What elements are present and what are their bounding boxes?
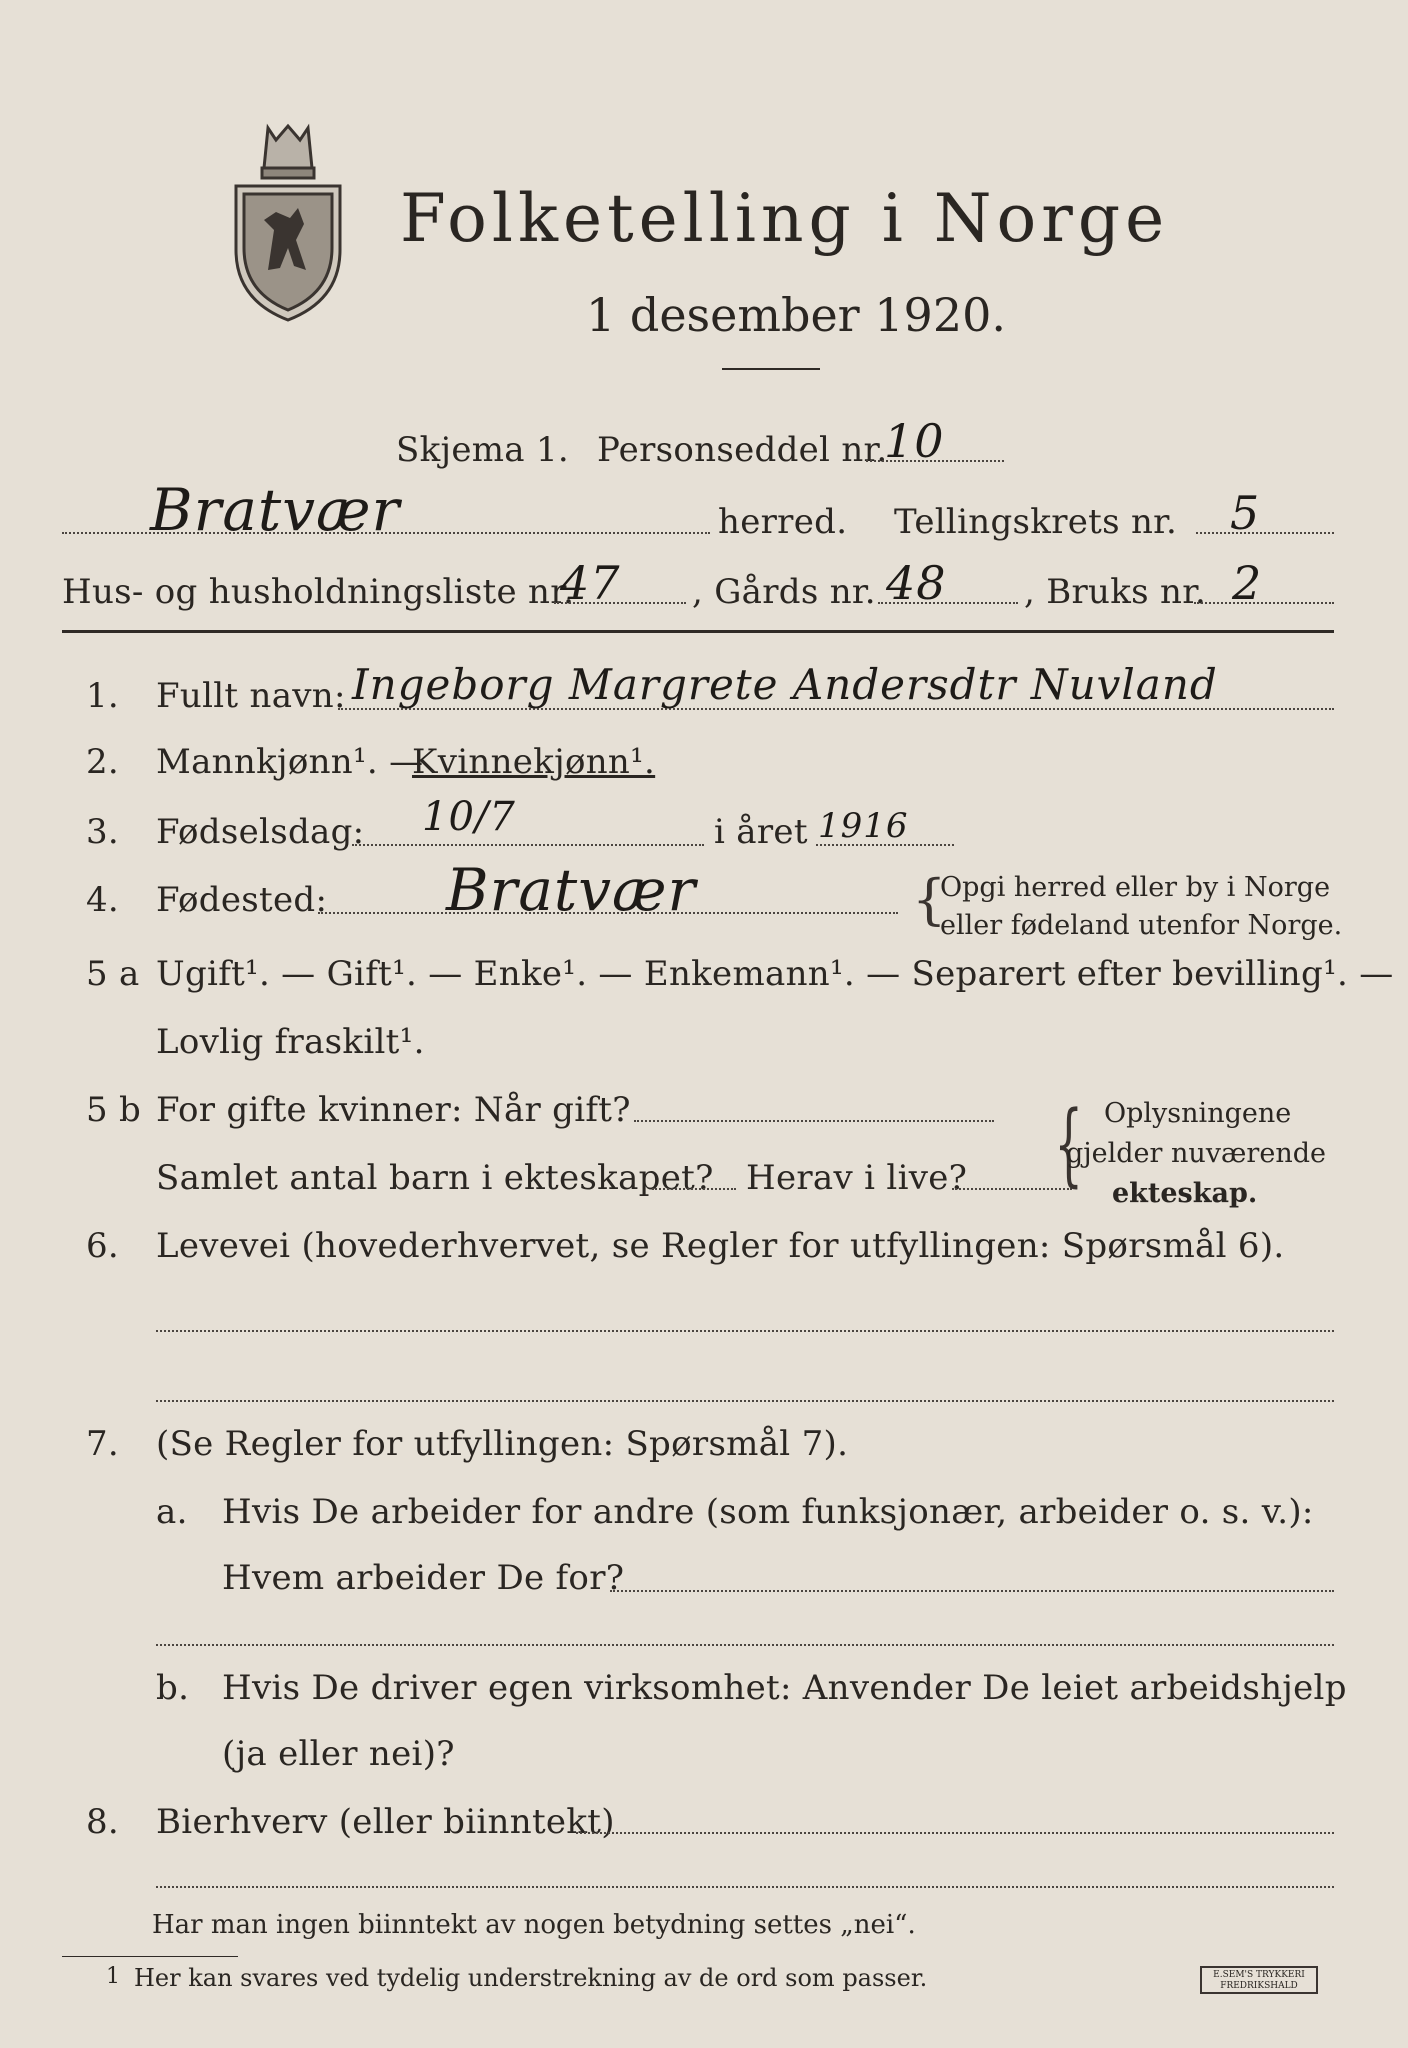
q5b-note-line1: Oplysningene <box>1104 1098 1292 1129</box>
q6-number: 6. <box>86 1226 120 1266</box>
q5b-brace: { <box>1054 1092 1083 1197</box>
krets-label: Tellingskrets nr. <box>894 502 1178 542</box>
q4-value: Bratvær <box>446 856 697 924</box>
q7-text: (Se Regler for utfyllingen: Spørsmål 7). <box>156 1424 849 1464</box>
q4-label: Fødested: <box>156 880 328 920</box>
q4-number: 4. <box>86 880 120 920</box>
coat-of-arms-icon <box>228 120 348 325</box>
q5b-children-label: Samlet antal barn i ekteskapet? <box>156 1158 714 1198</box>
printer-stamp <box>1200 1966 1318 1994</box>
herred-value: Bratvær <box>150 476 401 544</box>
form-title: Folketelling i Norge <box>400 180 1170 257</box>
q8-line <box>576 1832 1334 1834</box>
q6-line2 <box>156 1400 1334 1402</box>
q3-value: 10/7 <box>422 794 516 840</box>
q7b-letter: b. <box>156 1668 190 1708</box>
q5a-number: 5 a <box>86 954 140 994</box>
herred-label: herred. <box>718 502 848 542</box>
person-value: 10 <box>884 414 945 468</box>
q5a-options-line1: Ugift¹. — Gift¹. — Enke¹. — Enkemann¹. — Separert efter bevilling¹. — <box>156 954 1394 994</box>
person-label: Personseddel nr. <box>597 430 888 470</box>
krets-value: 5 <box>1230 486 1261 540</box>
form-date: 1 desember 1920. <box>586 288 1006 342</box>
q7a-line <box>610 1590 1334 1592</box>
printer-stamp-line1: E.SEM'S TRYKKERI <box>1213 1970 1305 1980</box>
q5b-note-line2: gjelder nuværende <box>1066 1138 1326 1169</box>
hus-value: 47 <box>560 556 621 610</box>
q3-line <box>352 844 704 846</box>
q3-label: Fødselsdag: <box>156 812 365 852</box>
footnote-text: Her kan svares ved tydelig understrekning av de ord som passer. <box>134 1964 928 1992</box>
printer-stamp-line2: FREDRIKSHALD <box>1220 1981 1298 1991</box>
q7a-letter: a. <box>156 1492 188 1532</box>
q2-number: 2. <box>86 742 120 782</box>
q2-female-option: Kvinnekjønn¹. <box>412 742 656 782</box>
q1-label: Fullt navn: <box>156 676 346 716</box>
q7a-line1: Hvis De arbeider for andre (som funksjonær, arbeider o. s. v.): <box>222 1492 1314 1532</box>
q1-value: Ingeborg Margrete Andersdtr Nuvland <box>352 660 1218 709</box>
q8-number: 8. <box>86 1802 120 1842</box>
q3-year-value: 1916 <box>818 806 909 846</box>
q5b-when-line <box>634 1120 994 1122</box>
header-rule <box>62 630 1334 633</box>
q5b-note-line3: ekteskap. <box>1112 1178 1258 1209</box>
bruks-value: 2 <box>1232 556 1263 610</box>
krets-line <box>1196 532 1334 534</box>
schema-label: Skjema 1. <box>396 430 570 470</box>
q7-number: 7. <box>86 1424 120 1464</box>
footnote-rule <box>62 1956 238 1957</box>
q5b-alive-label: Herav i live? <box>746 1158 968 1198</box>
q3-number: 3. <box>86 812 120 852</box>
q7b-line1: Hvis De driver egen virksomhet: Anvender De leiet arbeidshjelp <box>222 1668 1347 1708</box>
q7b-line2: (ja eller nei)? <box>222 1734 455 1774</box>
q5b-number: 5 b <box>86 1090 142 1130</box>
q5b-children-line <box>652 1188 736 1190</box>
q7a-line2: Hvem arbeider De for? <box>222 1558 625 1598</box>
hus-label: Hus- og husholdningsliste nr. <box>62 572 575 612</box>
gards-value: 48 <box>886 556 947 610</box>
bruks-label: , Bruks nr. <box>1024 572 1207 612</box>
q8-text: Bierhverv (eller biinntekt) <box>156 1802 615 1842</box>
q8-extra-line <box>156 1886 1334 1888</box>
title-divider <box>722 368 820 370</box>
q5b-when-label: For gifte kvinner: Når gift? <box>156 1090 631 1130</box>
q7a-extra-line <box>156 1644 1334 1646</box>
q6-line1 <box>156 1330 1334 1332</box>
q5a-options-line2: Lovlig fraskilt¹. <box>156 1022 425 1062</box>
q3-year-label: i året <box>714 812 808 852</box>
q4-note-line2: eller fødeland utenfor Norge. <box>940 910 1343 941</box>
q6-text: Levevei (hovederhvervet, se Regler for utfyllingen: Spørsmål 6). <box>156 1226 1285 1266</box>
q2-male-option: Mannkjønn¹. — <box>156 742 424 782</box>
bruks-line <box>1194 602 1334 604</box>
income-note: Har man ingen biinntekt av nogen betydning settes „nei“. <box>152 1910 916 1940</box>
gards-label: , Gårds nr. <box>692 572 876 612</box>
footnote-mark: 1 <box>106 1964 120 1989</box>
q4-note-line1: Opgi herred eller by i Norge <box>940 872 1331 903</box>
q1-number: 1. <box>86 676 120 716</box>
q4-brace: { <box>912 868 947 931</box>
